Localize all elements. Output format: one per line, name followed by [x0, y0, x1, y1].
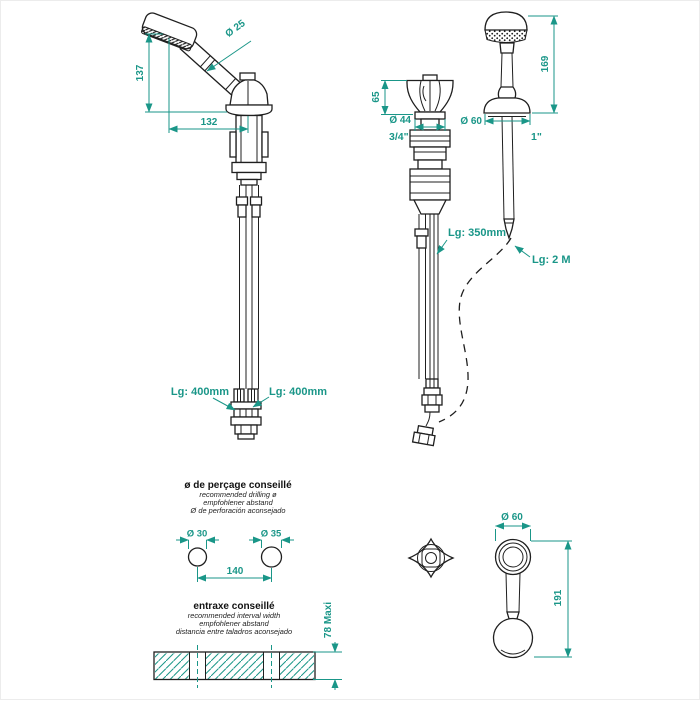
dim-78-maxi-label: 78 Maxi — [323, 601, 334, 639]
dim-191-label: 191 — [553, 589, 564, 607]
dim-60-label: Ø 60 — [460, 116, 482, 127]
interval-title: entraxe conseillé — [193, 601, 275, 612]
dim-flange-diameter-60 — [460, 114, 530, 127]
left-hose-label: Lg: 400mm — [170, 386, 229, 398]
hole-30-label: Ø 30 — [186, 528, 208, 540]
hole-35-label: Ø 35 — [260, 528, 282, 540]
holder-figure — [439, 12, 571, 422]
drilling-template — [154, 480, 342, 690]
dim-169-label: 169 — [540, 55, 551, 73]
drilling-title: ø de perçage conseillé — [184, 480, 292, 491]
dim-spacing-140 — [198, 566, 272, 582]
dim-60-detail-label: Ø 60 — [501, 512, 523, 523]
deck-cross-section — [154, 645, 315, 688]
drilling-note-de: empfohlener abstand — [203, 498, 273, 507]
interval-note-en: recommended interval width — [187, 611, 281, 620]
hose-350-label: Lg: 350mm — [448, 227, 507, 239]
supply-hose-connectors — [231, 389, 261, 439]
drilling-note-es: Ø de perforación aconsejado — [190, 506, 286, 515]
dim-137-label: 137 — [135, 64, 146, 82]
valve-hose-length — [437, 227, 506, 254]
dim-65-label: 65 — [371, 91, 382, 103]
hand-shower-figure — [135, 11, 327, 439]
holder-detail-figure — [409, 512, 572, 658]
interval-note-es: distancia entre taladros aconsejado — [175, 627, 293, 636]
dim-44-label: Ø 44 — [389, 115, 411, 126]
valve-thread-label: 3/4" — [389, 131, 409, 143]
dim-132-label: 132 — [200, 117, 218, 128]
right-hose-label: Lg: 400mm — [269, 386, 328, 398]
dim-25-label: Ø 25 — [223, 18, 248, 40]
holder-thread-label: 1" — [531, 131, 542, 143]
dim-detail-height-191 — [531, 541, 572, 657]
dim-140-label: 140 — [226, 566, 244, 577]
drilling-note-en: recommended drilling ø — [199, 490, 277, 499]
faucet-technical-drawing — [1, 1, 700, 701]
hose-2m-label: Lg: 2 M — [532, 254, 571, 266]
dim-detail-diameter-60 — [496, 512, 531, 541]
dim-height-169 — [528, 16, 558, 113]
cross-handle-top-view — [409, 539, 453, 577]
holder-hose-length — [515, 246, 571, 266]
valve-figure — [371, 75, 506, 446]
dim-deck-thickness — [313, 602, 342, 690]
flexible-hose-dashed — [439, 238, 511, 422]
interval-note-de: empfohlener abstand — [199, 619, 269, 628]
